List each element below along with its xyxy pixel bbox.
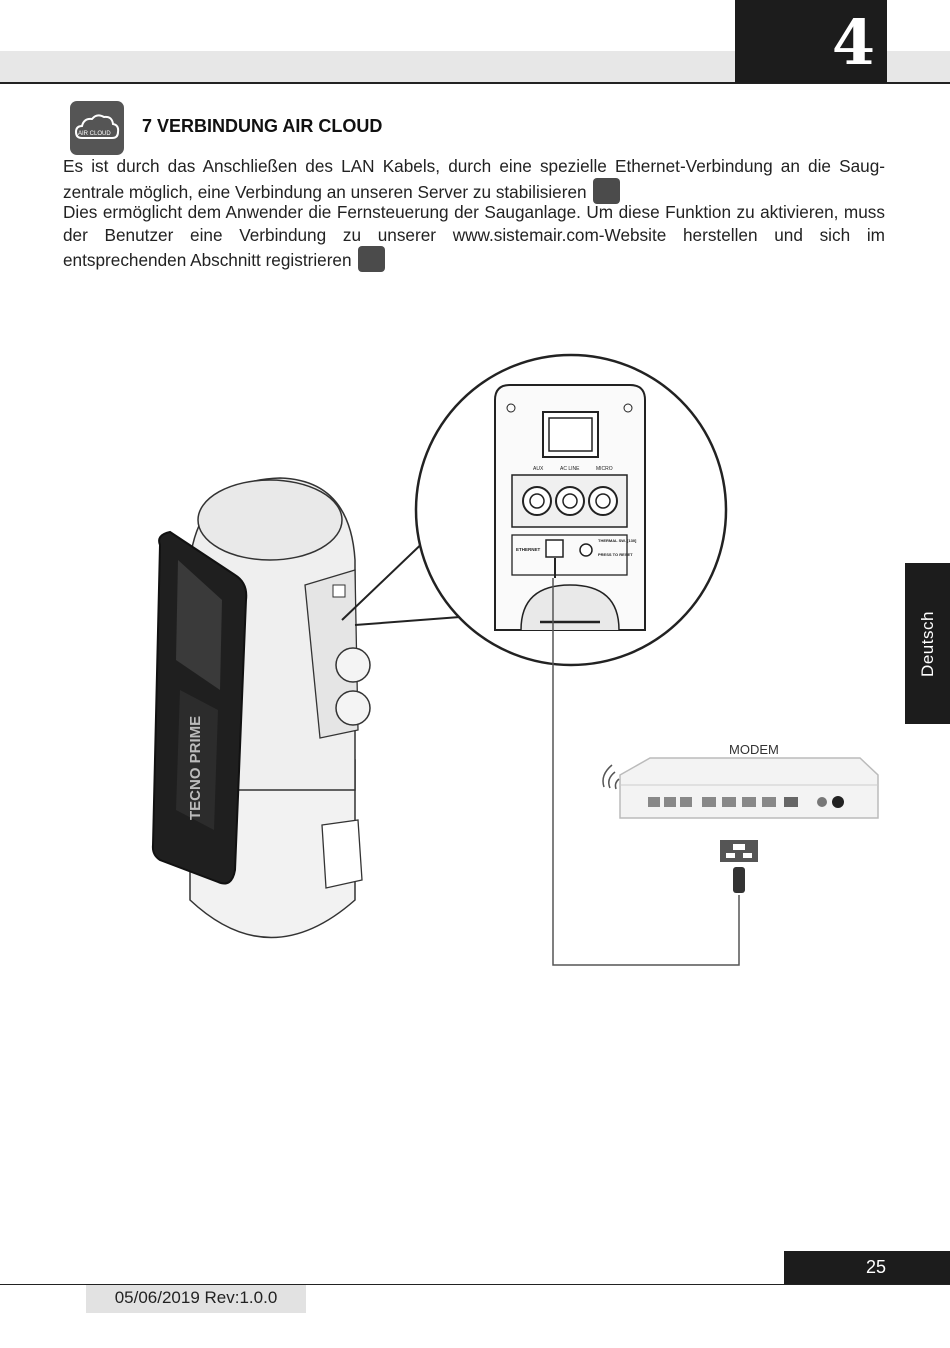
modem-label: MODEM (729, 742, 779, 757)
section-heading: 7 VERBINDUNG AIR CLOUD (142, 116, 383, 136)
language-tab (905, 563, 950, 724)
footer-date-revision: 05/06/2019 Rev:1.0.0 (86, 1285, 306, 1313)
paragraph-1-text: Es ist durch das Anschließen des LAN Kabels, durch eine spezielle Ethernet-Verbindung an die Saugzentrale möglich, eine Verbindung an unseren Server zu stabilisieren (63, 156, 885, 202)
language-label: Deutsch (917, 610, 937, 677)
label-ac-line: AC LINE (560, 466, 580, 472)
vacuum-unit (153, 478, 370, 938)
label-ethernet: ETHERNET (516, 547, 541, 552)
label-micro: MICRO (596, 466, 613, 472)
svg-text:AIR CLOUD: AIR CLOUD (78, 131, 111, 137)
paragraph-2-text: Dies ermöglicht dem Anwender die Fernsteuerung der Sauganlage. Um diese Funktion zu aktivieren, muss der Benutzer eine Verbindung zu unserer www.sistemair.com-Website herstellen und sich im entsprechenden Abschnitt registrieren (63, 202, 885, 271)
page-number-box (784, 1251, 950, 1284)
label-aux: AUX (533, 466, 544, 472)
ethernet-plug (733, 867, 745, 893)
modem (603, 758, 878, 818)
control-panel (495, 385, 645, 630)
page-number: 25 (865, 1257, 886, 1277)
chapter-number: 4 (831, 6, 875, 79)
label-press-reset: PRESS TO RESET (598, 552, 633, 557)
network-icon (720, 840, 758, 862)
brand-label: TECNO PRIME (187, 715, 204, 820)
label-thermal: THERMAL SW. [130] (598, 538, 637, 543)
